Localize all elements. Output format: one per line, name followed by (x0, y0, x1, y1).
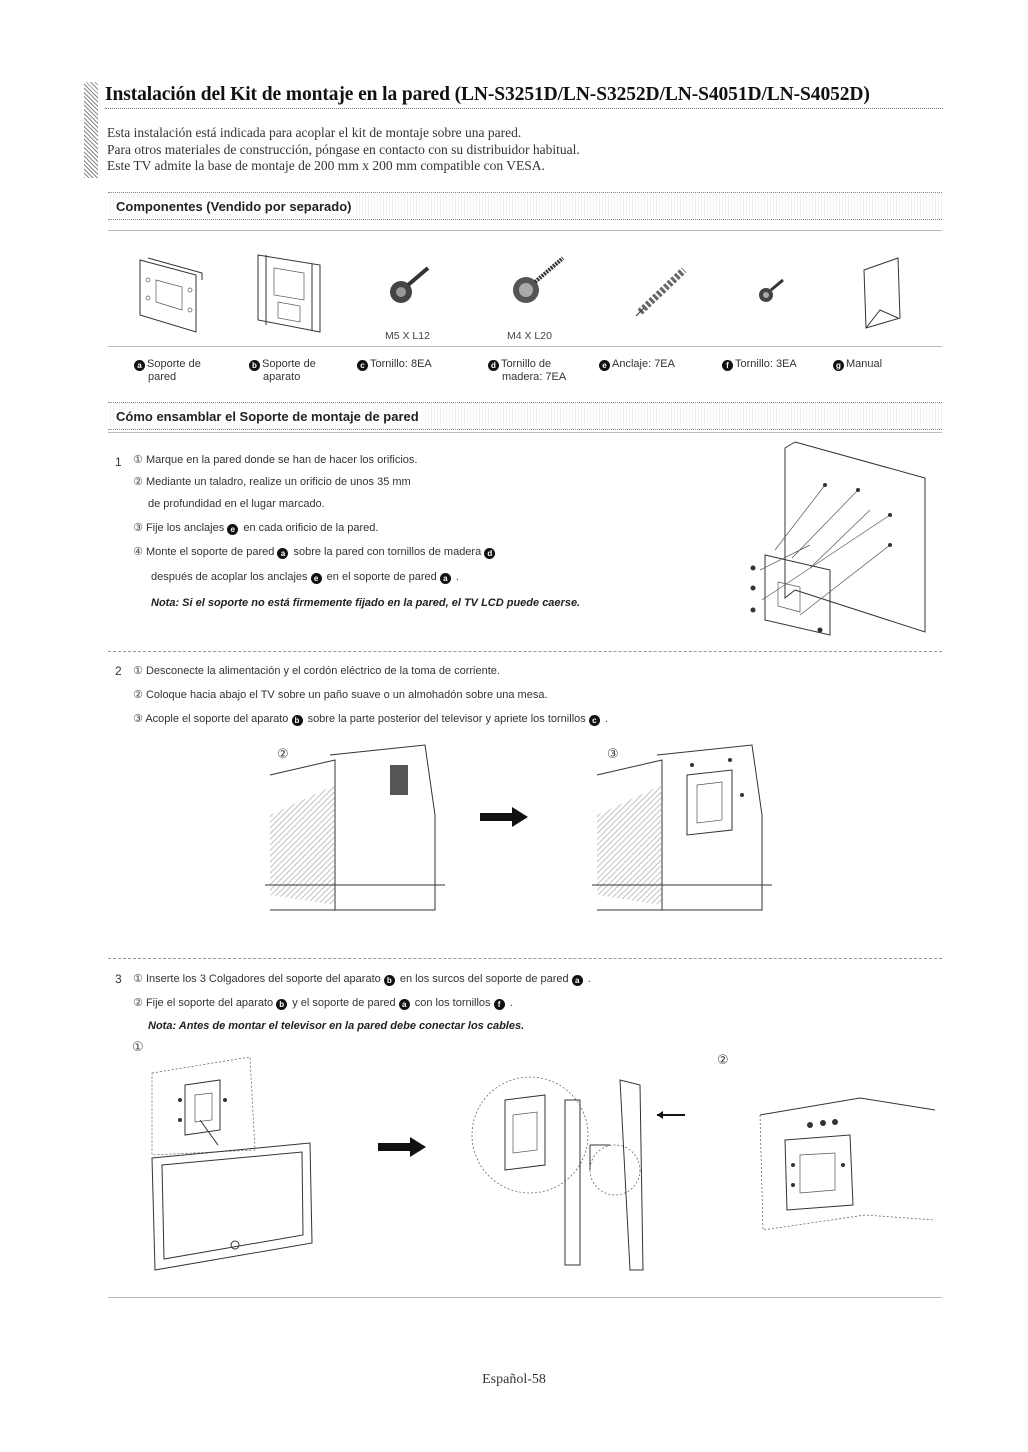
component-b-line2: aparato (263, 371, 301, 383)
step-1-text-4c: después de acoplar los anclajes (151, 571, 308, 583)
component-label-e (599, 358, 675, 371)
step-2-fig-a-illustration (255, 735, 455, 920)
wall-bracket-illustration (140, 258, 202, 332)
step-3-note: Nota: Antes de montar el televisor en la pared debe conectar los cables. (148, 1020, 525, 1032)
step-3-divider (108, 1297, 942, 1298)
step-3-number: 3 (115, 972, 122, 986)
step-2-text-3b: sobre la parte posterior del televisor y apriete los tornillos (307, 713, 586, 725)
badge-e-inline-2: e (311, 573, 322, 584)
badge-c-inline: c (589, 715, 600, 726)
components-heading: Componentes (Vendido por separado) (116, 199, 355, 214)
step-1-text-4d: en el soporte de pared (326, 571, 437, 583)
step-1-divider (108, 651, 942, 652)
component-label-g (833, 358, 882, 371)
step-2-item-3 (133, 712, 608, 726)
component-f-line1: Tornillo: 3EA (735, 358, 797, 370)
step-1-text-3b: en cada orificio de la pared. (243, 522, 379, 534)
screw-m5-caption: M5 X L12 (385, 330, 430, 342)
component-label-d (488, 358, 566, 384)
step-3-text-2b: y el soporte de pared (292, 997, 396, 1009)
step-2-text-1: Desconecte la alimentación y el cordón eléctrico de la toma de corriente. (145, 665, 500, 677)
step-1-note: Nota: Si el soporte no está firmemente fijado en la pared, el TV LCD puede caerse. (151, 597, 581, 609)
component-d-line1: Tornillo de (501, 358, 552, 370)
step-1-circ-3: ③ (133, 521, 143, 534)
step-1-item-4-cont (151, 570, 459, 584)
step-1-text-4a: Monte el soporte de pared (145, 546, 275, 558)
component-g-line1: Manual (846, 358, 883, 370)
step-2-item-2 (133, 688, 548, 702)
intro-text (107, 125, 580, 175)
badge-d: d (488, 360, 499, 371)
step-1-circ-1: ① (133, 453, 143, 466)
components-section-header (108, 192, 942, 220)
badge-a-inline-2: a (440, 573, 451, 584)
step-3-fig-a-illustration (140, 1055, 340, 1280)
intro-line-1: Esta instalación está indicada para acoplar el kit de montaje sobre una pared. (107, 125, 522, 140)
badge-b-inline: b (292, 715, 303, 726)
step-3-text-1c: . (587, 973, 591, 985)
component-e-line1: Anclaje: 7EA (612, 358, 675, 370)
step-2-fig-b-illustration (582, 735, 782, 920)
step-3-text-2c: con los tornillos (414, 997, 491, 1009)
badge-a-inline-3: a (572, 975, 583, 986)
wood-screw-illustration (513, 258, 563, 303)
assembly-rule (108, 432, 942, 433)
page-title: Instalación del Kit de montaje en la pared (LN-S3251D/LN-S3252D/LN-S4051D/LN-S4052D) (105, 84, 870, 105)
screw-small-illustration (759, 280, 783, 302)
step-1-text-3a: Fije los anclajes (145, 522, 225, 534)
badge-a-inline-4: a (399, 999, 410, 1010)
component-label-b (249, 358, 316, 384)
screw-m5-illustration (390, 268, 428, 303)
step-1-text-4b: sobre la pared con tornillos de madera (293, 546, 482, 558)
badge-e-inline: e (227, 524, 238, 535)
step-2-fig-a-label: ② (277, 747, 289, 762)
component-label-c (357, 358, 432, 371)
intro-line-3: Este TV admite la base de montaje de 200 mm x 200 mm compatible con VESA. (107, 158, 545, 173)
step-3-text-1a: Inserte los 3 Colgadores del soporte del aparato (145, 973, 381, 985)
step-2-circ-1: ① (133, 664, 143, 677)
assembly-heading: Cómo ensamblar el Soporte de montaje de pared (116, 409, 423, 424)
badge-c: c (357, 360, 368, 371)
step-3-item-1 (133, 972, 591, 986)
step-3-text-1b: en los surcos del soporte de pared (399, 973, 569, 985)
component-b-line1: Soporte de (262, 358, 316, 370)
intro-line-2: Para otros materiales de construcción, póngase en contacto con su distribuidor habitual. (107, 141, 580, 157)
step-1-text-1: Marque en la pared donde se han de hacer los orificios. (145, 454, 418, 466)
component-c-line1: Tornillo: 8EA (370, 358, 432, 370)
component-label-f (722, 358, 797, 371)
badge-f: f (722, 360, 733, 371)
badge-a: a (134, 360, 145, 371)
badge-f-inline: f (494, 999, 505, 1010)
badge-b-inline-3: b (276, 999, 287, 1010)
step-3-item-2 (133, 996, 513, 1010)
components-labels-rule (108, 346, 942, 347)
title-side-bar (84, 82, 98, 178)
step-2-text-2: Coloque hacia abajo el TV sobre un paño suave o un almohadón sobre una mesa. (145, 689, 548, 701)
components-illustrations (108, 240, 942, 340)
components-rule (108, 230, 942, 231)
step-1-text-2b: de profundidad en el lugar marcado. (148, 498, 325, 510)
step-1-item-4 (133, 545, 497, 559)
step-3-circ-1: ① (133, 972, 143, 985)
step-2-item-1 (133, 664, 500, 678)
step-1-circ-4: ④ (133, 545, 143, 558)
component-a-line1: Soporte de (147, 358, 201, 370)
step-3-arrow-icon (378, 1135, 428, 1159)
badge-b: b (249, 360, 260, 371)
step-1-item-2 (133, 475, 411, 489)
step-1-illustration (740, 440, 940, 640)
step-2-divider (108, 958, 942, 959)
component-label-a (134, 358, 201, 384)
title-rule (105, 108, 943, 110)
screw-m4-caption: M4 X L20 (507, 330, 552, 342)
badge-e: e (599, 360, 610, 371)
component-a-line2: pared (148, 371, 177, 383)
badge-g: g (833, 360, 844, 371)
step-1-text-4e: . (455, 571, 459, 583)
step-3-text-2d: . (509, 997, 513, 1009)
badge-d-inline: d (484, 548, 495, 559)
manual-illustration (864, 258, 900, 328)
step-3-fig-a-label: ① (132, 1040, 144, 1055)
device-bracket-illustration (258, 255, 320, 332)
badge-a-inline: a (277, 548, 288, 559)
step-2-arrow-icon (480, 805, 530, 829)
step-3-fig-b-label: ② (717, 1053, 729, 1068)
step-1-circ-2: ② (133, 475, 143, 488)
page-number: Español-58 (482, 1372, 546, 1387)
component-d-line2: madera: 7EA (502, 371, 567, 383)
step-3-fig-mid-illustration (465, 1060, 695, 1270)
assembly-section-header (108, 402, 942, 430)
anchor-illustration (636, 270, 684, 316)
step-2-text-3c: . (604, 713, 608, 725)
step-1-text-2a: Mediante un taladro, realize un orificio de unos 35 mm (145, 476, 411, 488)
step-3-text-2a: Fije el soporte del aparato (145, 997, 274, 1009)
step-3-circ-2: ② (133, 996, 143, 1009)
step-1-item-3 (133, 521, 378, 535)
step-1-item-1 (133, 453, 417, 467)
step-1-number: 1 (115, 455, 122, 469)
step-2-text-3a: Acople el soporte del aparato (145, 713, 289, 725)
step-2-circ-3: ③ (133, 712, 143, 725)
step-3-fig-b-illustration (755, 1095, 945, 1245)
badge-b-inline-2: b (384, 975, 395, 986)
step-2-number: 2 (115, 664, 122, 678)
step-2-circ-2: ② (133, 688, 143, 701)
step-2-fig-b-label: ③ (607, 747, 619, 762)
